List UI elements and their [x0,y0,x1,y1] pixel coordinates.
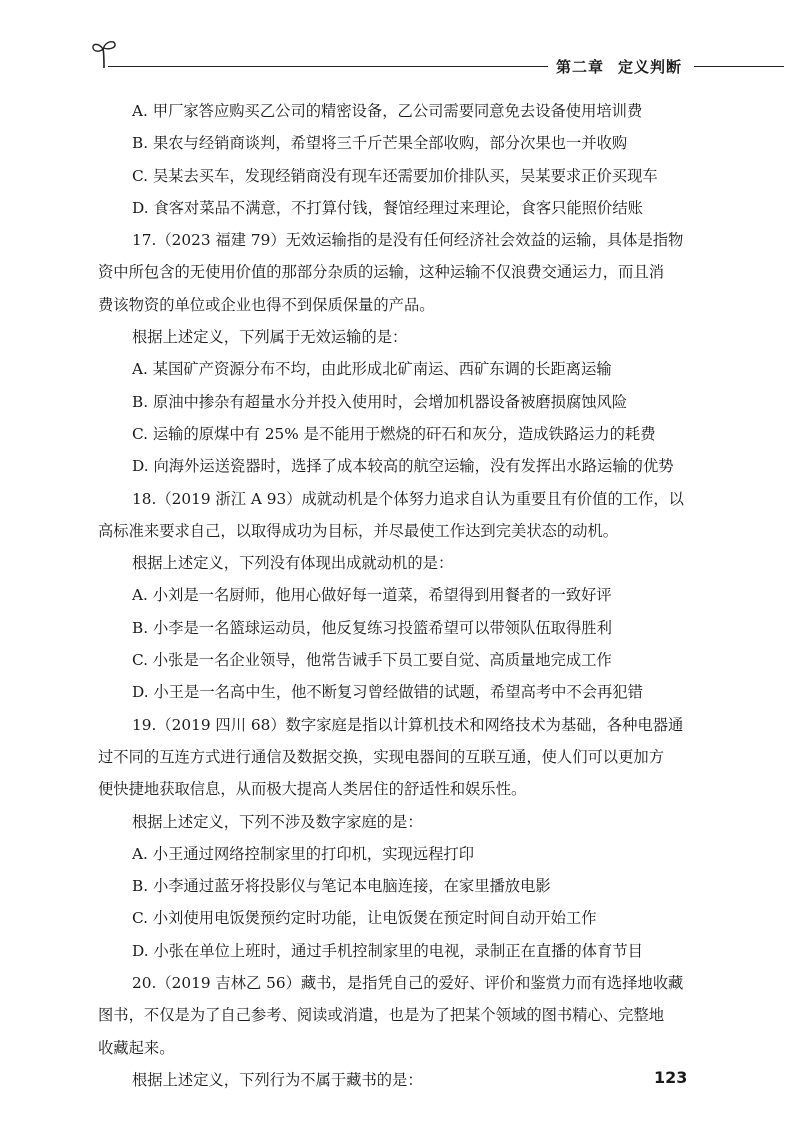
question-line: 17.（2023 福建 79）无效运输指的是没有任何经济社会效益的运输，具体是指物 [132,231,684,250]
question-line: 18.（2019 浙江 A 93）成就动机是个体努力追求自认为重要且有价值的工作，以 [132,489,684,508]
option-line: D. 小张在单位上班时，通过手机控制家里的电视，录制正在直播的体育节目 [132,941,643,960]
option-line: A. 小王通过网络控制家里的打印机，实现远程打印 [132,844,475,863]
option-line: D. 食客对菜品不满意，不打算付钱，餐馆经理过来理论，食客只能照价结账 [132,198,643,217]
page-body [98,98,698,1099]
header-rule-right [694,66,784,67]
question-line: 根据上述定义，下列属于无效运输的是： [132,328,408,347]
option-line: D. 向海外运送瓷器时，选择了成本较高的航空运输，没有发挥出水路运输的优势 [132,457,674,476]
question-line: 根据上述定义，下列不涉及数字家庭的是： [132,812,423,831]
option-line: B. 小李通过蓝牙将投影仪与笔记本电脑连接，在家里播放电影 [132,877,551,896]
option-line: C. 小张是一名企业领导，他常告诫手下员工要自觉、高质量地完成工作 [132,651,612,670]
body-text-line: 费该物资的单位或企业也得不到保质保量的产品。 [98,295,435,314]
option-line: C. 吴某去买车，发现经销商没有现车还需要加价排队买，吴某要求正价买现车 [132,166,658,185]
option-line: B. 小李是一名篮球运动员，他反复练习投篮希望可以带领队伍取得胜利 [132,618,612,637]
option-line: A. 某国矿产资源分布不均，由此形成北矿南运、西矿东调的长距离运输 [132,360,612,379]
option-line: A. 甲厂家答应购买乙公司的精密设备，乙公司需要同意免去设备使用培训费 [132,102,643,120]
option-line: D. 小王是一名高中生，他不断复习曾经做错的试题，希望高考中不会再犯错 [132,683,643,702]
option-line: A. 小刘是一名厨师，他用心做好每一道菜，希望得到用餐者的一致好评 [132,586,612,605]
body-text-line: 图书，不仅是为了自己参考、阅读或消遣，也是为了把某个领域的图书精心、完整地 [98,1006,664,1025]
chapter-number: 第二章 [556,58,605,76]
body-text-line: 高标准来要求自己，以取得成功为目标，并尽最使工作达到完美状态的动机。 [98,521,619,540]
question-line: 20.（2019 吉林乙 56）藏书，是指凭自己的爱好、评价和鉴赏力而有选择地收藏 [132,974,684,993]
body-text-line: 过不同的互连方式进行通信及数据交换，实现电器间的互联互通，使人们可以更加方 [98,747,664,766]
body-text-line: 资中所包含的无使用价值的那部分杂质的运输，这种运输不仅浪费交通运力，而且消 [98,263,664,282]
page-header [0,0,800,80]
option-line: B. 果农与经销商谈判，希望将三千斤芒果全部收购，部分次果也一并收购 [132,134,628,153]
page-number: 123 [654,1068,688,1087]
option-line: C. 小刘使用电饭煲预约定时功能，让电饭煲在预定时间自动开始工作 [132,909,597,928]
question-line: 根据上述定义，下列没有体现出成就动机的是： [132,554,454,573]
question-line: 根据上述定义，下列行为不属于藏书的是： [132,1070,423,1089]
body-text-line: 收藏起来。 [98,1038,175,1057]
section-title: 定义判断 [618,58,683,76]
header-rule-left [108,66,548,67]
option-line: B. 原油中掺杂有超量水分并投入使用时，会增加机器设备被磨损腐蚀风险 [132,392,628,411]
body-text-line: 便快捷地获取信息，从而极大提高人类居住的舒适性和娱乐性。 [98,780,527,799]
option-line: C. 运输的原煤中有 25% 是不能用于燃烧的矸石和灰分，造成铁路运力的耗费 [132,424,656,443]
question-line: 19.（2019 四川 68）数字家庭是指以计算机技术和网络技术为基础，各种电器通 [132,715,684,734]
chapter-title [556,56,682,77]
